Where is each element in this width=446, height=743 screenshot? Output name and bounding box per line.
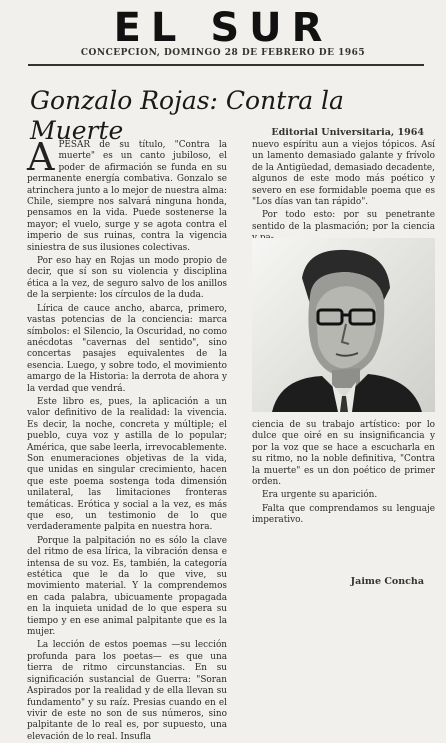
masthead-rule: [28, 64, 424, 66]
article-column-right-bottom: [252, 420, 435, 570]
masthead: EL SUR: [113, 5, 333, 51]
article-column-left: [27, 135, 227, 742]
paragraph: nuevo espíritu aun a viejos tópicos. Así un lamento demasiado galante y frívolo de la Antigüedad, demasiado decadente, algunos de este modo más poético y severo en ese formidable poema que es "Los días van tan rápido".: [252, 140, 435, 208]
paragraph: Lírica de cauce ancho, abarca, primero, vastas potencias de la conciencia: marca símbolos: el Silencio, la Oscuridad, no como anécdotas "cavernas del sentido", sino concertas pasajes equivalentes de la esencia. Luego, y sobre todo, el movimiento amargo de la Historia: la derrota de ahora y la verdad que vendrá.: [27, 303, 227, 394]
publisher-credit: Editorial Universitaria, 1964: [271, 127, 424, 138]
paragraph: ciencia de su trabajo artístico: por lo dulce que oiré en su insignificancia y por la voz que se hace a escucharla en su ritmo, no la noble definitiva, "Contra la muerte" es un don poético de primer orden.: [252, 420, 435, 488]
author-signature: Jaime Concha: [350, 576, 424, 587]
paragraph: Por todo esto: por su penetrante sentido de la plasmación; por la ciencia: [252, 210, 435, 232]
paragraph: Este libro es, pues, la aplicación a un valor definitivo de la realidad: la vivencia. Es decir, la noche, concreta y múltiple; el pueblo, cuya voz y astilla de lo popular; América, que sabe leerla, irrevocablemente. Son enumeraciones objetivas de la vida, que unidas en singular crecimiento, hacen que este poema sostenga toda dimensión unilateral, las limitaciones fronteras temáticas. Erótica y social a la vez, es más que eso, un testimonio de lo que verdaderamente palpita en nuestra hora.: [27, 396, 227, 533]
article-title: Gonzalo Rojas: Contra la Muerte: [30, 86, 344, 145]
article-column-right-top: [252, 140, 435, 235]
portrait-image: [252, 238, 435, 412]
dateline: CONCEPCION, DOMINGO 28 DE FEBRERO DE 1965: [80, 48, 366, 58]
paragraph: Era urgente su aparición.: [262, 490, 378, 501]
paragraph: APESAR de su título, "Contra la muerte" es un canto jubiloso, el poder de afirmación se funda en su permanente energía combativa. Gonzalo se atrinchera junto a lo mejor de nuestra alma: Chile, siempre nos salvará ninguna honda, pensamos en la vida. Puede sostenerse la mayor; el vuelo, surge y se agota contra el imperio de sus ruinas, contra la vigencia siniestra de sus ilusiones colectivas.: [27, 135, 227, 253]
paragraph: Porque la palpitación no es sólo la clave del ritmo de esa lírica, la vibración densa e intensa de su voz. Es, también, la categoría estética que le da lo que vive, su movimiento material. Y la comprendemos en cada palabra, ubicuamente propagada en la inquieta unidad de lo que espera su tiempo y en ese animal palpitante que es la mujer.: [27, 535, 227, 638]
paragraph: La lección de estos poemas —su lección profunda para los poetas— es que una tierra de ritmo circunstancias. En su significación sustancial de Guerra: "Soran Aspirados por la realidad y de ella llevan su fundamento" y su raíz. Presias cuando en el vivir de este no son de sus números, sino palpitante de lo real es, por supuesto, una elevación de lo real. Insufla: [27, 640, 227, 742]
paragraph: Por eso hay en Rojas un modo propio de decir, que sí son su violencia y disciplina ética a la vez, de seguro salvo de los anillos de la serpiente: los círculos de la duda.: [27, 256, 227, 301]
author-photo: [252, 238, 435, 412]
drop-cap: A: [27, 135, 55, 179]
paragraph: Falta que comprendamos su lenguaje imperativo.: [252, 503, 435, 526]
